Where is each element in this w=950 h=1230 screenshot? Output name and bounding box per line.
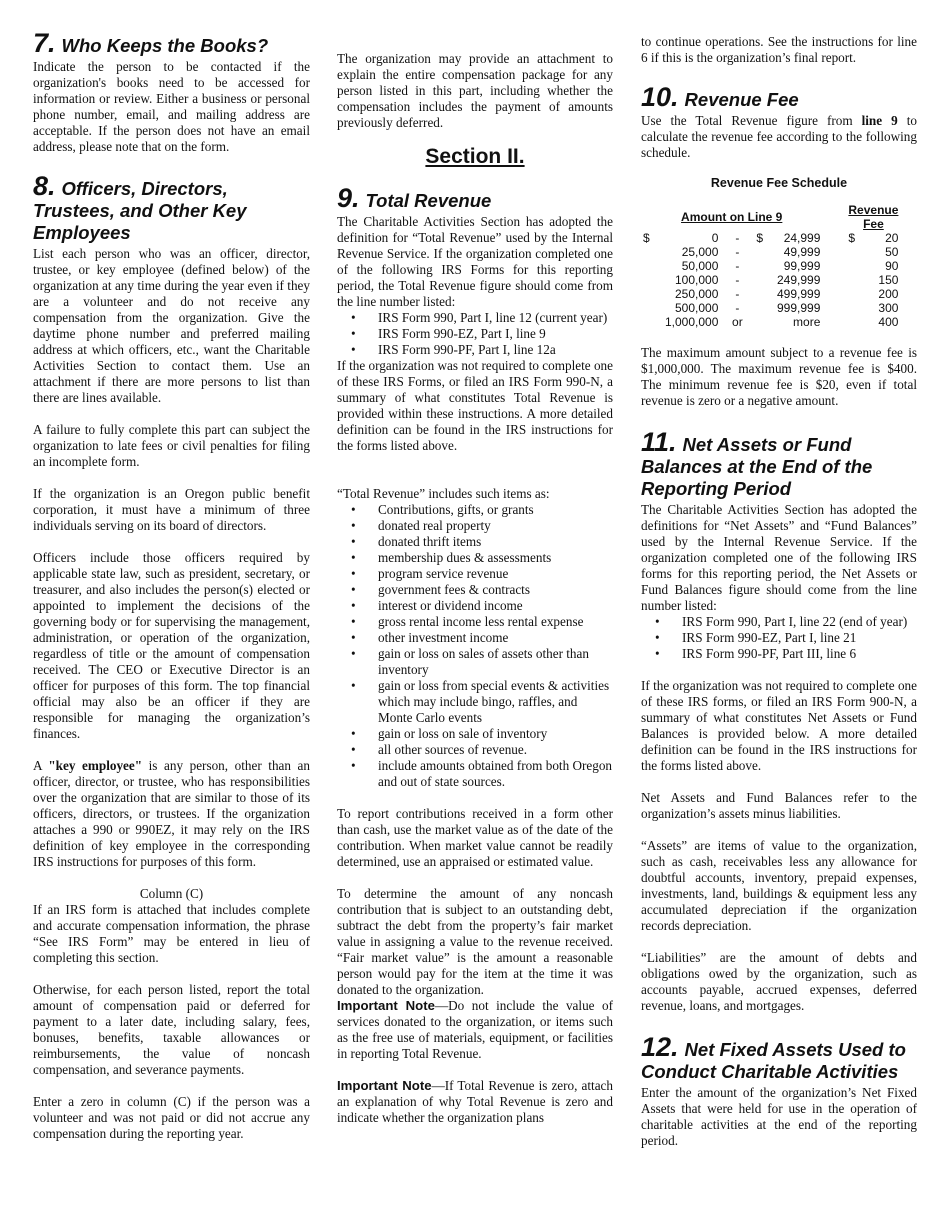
list-item: • IRS Form 990, Part I, line 22 (end of year) [682, 614, 917, 630]
fee-cell-d3 [848, 287, 865, 301]
fee-cell-low: 1,000,000 [665, 315, 719, 329]
fee-row [643, 301, 898, 315]
list-item: • other investment income [378, 630, 613, 646]
fee-cell-high: 99,999 [783, 259, 821, 273]
fee-cell-low: 100,000 [675, 273, 719, 287]
fee-row [643, 259, 898, 273]
section-10-para-2: The maximum amount subject to a revenue fee is $1,000,000. The maximum revenue fee is $400. The minimum revenue fee is $20, even if total revenue is zero or a negative amount. [641, 345, 917, 408]
section-11-heading: 11. Net Assets or Fund Balances at the End of the Reporting Period [641, 427, 873, 499]
list-item: • gross rental income less rental expense [378, 614, 613, 630]
fee-cell-d2 [756, 315, 770, 329]
fee-cell-fee: 300 [878, 301, 899, 315]
fee-cell-d3 [848, 273, 865, 287]
section-8-heading: 8. Officers, Directors, Trustees, and Other Key Employees [33, 171, 247, 243]
section-9-para-4: To determine the amount of any noncash contribution that is subject to an outstanding debt, subtract the debt from the property’s fair market value in assigning a value to the revenue received. “Fair market value” is the amount a reasonable person would pay for the item at the time it was donated to the organization. [337, 886, 613, 997]
fee-cell-d2 [756, 273, 770, 287]
key-employee-para: A "key employee" is any person, other than an officer, director, or trustee, who has responsibilities over the organization that are similar to those of its officers, directors, or trustees. If the organization attaches a 990 or 990EZ, it may rely on the IRS definition of key employee in the corresponding IRS instructions for purposes of this form. [33, 758, 310, 869]
column-c-subheading: Column (C) [139, 886, 204, 901]
fee-cell-d2 [756, 287, 770, 301]
fee-row [643, 245, 898, 259]
fee-cell-spacer [820, 231, 848, 245]
column-middle [337, 51, 613, 1142]
fee-cell-spacer [820, 245, 848, 259]
fee-row [643, 287, 898, 301]
column-right [641, 34, 917, 1165]
fee-cell-fee: 200 [878, 287, 899, 301]
list-item: • gain or loss on sales of assets other than inventory [378, 646, 613, 678]
fee-cell-d1 [643, 259, 665, 273]
fee-cell-high: 249,999 [777, 273, 821, 287]
section-9-para-1: The Charitable Activities Section has adopted the definition for “Total Revenue” used by the Internal Revenue Service. If the organization completed one of the following IRS Forms for this reporting period, the Total Revenue figure should come from the line number listed: [337, 214, 613, 309]
fee-cell-d1 [643, 315, 665, 329]
section-8-para-3: If the organization is an Oregon public benefit corporation, it must have a minimum of three individuals serving on its board of directors. [33, 486, 310, 533]
fee-cell-spacer [820, 287, 848, 301]
fee-cell-high: 24,999 [783, 231, 821, 245]
list-item: • interest or dividend income [378, 598, 613, 614]
fee-cell-fee: 20 [885, 231, 899, 245]
list-item: • program service revenue [378, 566, 613, 582]
fee-cell-low: 0 [711, 231, 719, 245]
fee-cell-fee: 50 [885, 245, 899, 259]
fee-cell-spacer [820, 273, 848, 287]
fee-cell-sep: - [735, 301, 740, 315]
total-revenue-forms-list [337, 310, 613, 358]
fee-cell-fee: 400 [878, 315, 899, 329]
section-ii-title: Section II. [425, 145, 525, 168]
list-item: • IRS Form 990, Part I, line 12 (current year) [378, 310, 613, 326]
fee-cell-d1: $ [643, 231, 650, 245]
section-11-para-5: “Liabilities” are the amount of debts and obligations owed by the organization, such as accounts payable, accrued expenses, deferred revenue, loans, and mortgages. [641, 950, 917, 1013]
fee-cell-high: 999,999 [777, 301, 821, 315]
list-item: • all other sources of revenue. [378, 742, 613, 758]
section-8-para-2: A failure to fully complete this part can subject the organization to late fees or civil penalties for filing an incomplete form. [33, 422, 310, 469]
section-8-para-8: Enter a zero in column (C) if the person was a volunteer and was not paid or did not accrue any compensation during the reporting year. [33, 1094, 310, 1141]
section-8-para-7: Otherwise, for each person listed, report the total amount of compensation paid or deferred for payment to a later date, including salary, fees, bonuses, benefits, taxable allowances or reimbursements, the value of noncash compensation, and severance payments. [33, 982, 310, 1077]
section-8-para-6: If an IRS form is attached that includes complete and accurate compensation information, the phrase “See IRS Form” may be entered in lieu of completing this section. [33, 902, 310, 965]
fee-cell-d2 [756, 245, 770, 259]
list-item: • IRS Form 990-PF, Part III, line 6 [682, 646, 917, 662]
list-item: • donated thrift items [378, 534, 613, 550]
list-item: • gain or loss on sale of inventory [378, 726, 613, 742]
fee-cell-sep: - [735, 273, 740, 287]
revenue-fee-schedule-title: Revenue Fee Schedule [710, 176, 848, 190]
fee-cell-low: 500,000 [675, 301, 719, 315]
fee-cell-sep: - [735, 245, 740, 259]
fee-cell-d2: $ [756, 231, 764, 245]
section-8-para-1: List each person who was an officer, director, trustee, or key employee (defined below) of the organization at any time during the year even if they are a volunteer and do not receive any compensation from the organization. Give the daytime phone number and preferred mailing address at which officers, etc., want the Charitable Activities Section to contact them. Use an attachment if there are more persons to list than there are lines available. [33, 246, 310, 405]
section-9-para-2: If the organization was not required to complete one of these IRS Forms, or filed an IRS Form 990-N, a summary of what constitutes Total Revenue is provided within these instructions. A more detailed definition can be found in the IRS instructions for the forms listed above. [337, 358, 613, 453]
fee-cell-d2 [756, 301, 770, 315]
fee-cell-d3: $ [848, 231, 856, 245]
list-item: • gain or loss from special events & activities which may include bingo, raffles, and Monte Carlo events [378, 678, 613, 726]
continue-operations-para: to continue operations. See the instructions for line 6 if this is the organization’s final report. [641, 34, 917, 65]
fee-cell-d3 [848, 245, 865, 259]
list-item: • donated real property [378, 518, 613, 534]
section-8-para-4: Officers include those officers required by applicable state law, such as president, secretary, or treasurer, and also includes the person(s) elected or appointed to implement the decisions of the governing body or for supervising the management, administration, or operation of the organization, regardless of title or the amount of compensation received. The CEO or Executive Director is an officer for purposes of this form. The top financial official may also be an officer if they are responsible for managing the organization’s finances. [33, 550, 310, 741]
header-fee: Revenue Fee [848, 203, 899, 231]
fee-cell-sep: or [732, 315, 743, 329]
list-item: • IRS Form 990-EZ, Part I, line 9 [378, 326, 613, 342]
fee-cell-sep: - [735, 231, 740, 245]
fee-cell-d2 [756, 259, 770, 273]
fee-cell-sep: - [735, 259, 740, 273]
section-10-para-1: Use the Total Revenue figure from line 9 to calculate the revenue fee according to the following schedule. [641, 113, 917, 160]
section-11-para-4: “Assets” are items of value to the organization, such as cash, receivables less any allowance for doubtful accounts, inventory, prepaid expenses, investments, land, buildings & equipment less any accumulated depreciation if the organization records depreciation. [641, 838, 917, 933]
list-item: • government fees & contracts [378, 582, 613, 598]
fee-cell-fee: 150 [878, 273, 899, 287]
list-item: • include amounts obtained from both Oregon and out of state sources. [378, 758, 613, 790]
fee-cell-low: 50,000 [681, 259, 719, 273]
section-9-heading: 9. Total Revenue [337, 183, 492, 213]
section-12-para-1: Enter the amount of the organization’s Net Fixed Assets that were held for use in the operation of charitable activities at the end of the reporting period. [641, 1085, 917, 1148]
revenue-fee-table [643, 203, 898, 329]
fee-cell-high: more [793, 315, 821, 329]
section-9-para-3: To report contributions received in a form other than cash, use the market value as of the date of the contribution. When market value cannot be readily determined, use an appraised or estimated value. [337, 806, 613, 869]
fee-cell-d3 [848, 259, 865, 273]
fee-cell-d3 [848, 301, 865, 315]
fee-cell-high: 499,999 [777, 287, 821, 301]
fee-cell-d1 [643, 245, 665, 259]
important-note-2: Important Note—If Total Revenue is zero, attach an explanation of why Total Revenue is zero and indicate whether the organization plans [337, 1078, 613, 1125]
important-note-1: Important Note—Do not include the value of services donated to the organization, or items such as the free use of materials, equipment, or facilities in reporting Total Revenue. [337, 998, 613, 1061]
fee-cell-high: 49,999 [783, 245, 821, 259]
section-10-heading: 10. Revenue Fee [641, 82, 799, 112]
section-11-para-3: Net Assets and Fund Balances refer to the organization’s assets minus liabilities. [641, 790, 917, 821]
section-11-para-2: If the organization was not required to complete one of these IRS forms, or filed an IRS Form 900-N, a summary of what constitutes Net Assets or Fund Balances is provided below. A more detailed definition can be found in the IRS instructions for the forms listed above. [641, 678, 917, 773]
list-item: • IRS Form 990-PF, Part I, line 12a [378, 342, 613, 358]
fee-cell-d1 [643, 287, 665, 301]
section-11-para-1: The Charitable Activities Section has adopted the definitions for “Net Assets” and “Fund Balances” used by the Internal Revenue Service. If the organization completed one of the following IRS forms for this reporting period, the Net Assets or Fund Balances figure should come from the line number listed: [641, 502, 917, 613]
fee-row [643, 231, 898, 245]
fee-cell-d1 [643, 301, 665, 315]
fee-cell-fee: 90 [885, 259, 899, 273]
section-7-text: Indicate the person to be contacted if the organization's books need to be accessed for information or review. Either a business or personal phone number, email, and mailing address are acceptable. If the person does not have an email address, please note that on the form. [33, 59, 310, 154]
column-left [33, 28, 310, 1158]
revenue-includes-list [337, 502, 613, 790]
list-item: • IRS Form 990-EZ, Part I, line 21 [682, 630, 917, 646]
list-item: • Contributions, gifts, or grants [378, 502, 613, 518]
header-amount: Amount on Line 9 [681, 210, 783, 224]
fee-cell-d3 [848, 315, 865, 329]
fee-row [643, 273, 898, 287]
net-assets-forms-list [641, 614, 917, 662]
attachment-para: The organization may provide an attachment to explain the entire compensation package for any person listed in this part, including whether the compensation includes the payment of amounts previously deferred. [337, 51, 613, 130]
section-7-heading: 7. Who Keeps the Books? [33, 28, 269, 58]
fee-cell-sep: - [735, 287, 740, 301]
fee-cell-d1 [643, 273, 665, 287]
list-item: • membership dues & assessments [378, 550, 613, 566]
section-12-heading: 12. Net Fixed Assets Used to Conduct Charitable Activities [641, 1032, 906, 1082]
fee-cell-low: 250,000 [675, 287, 719, 301]
fee-cell-spacer [820, 315, 848, 329]
revenue-includes-intro: “Total Revenue” includes such items as: [337, 486, 550, 501]
fee-cell-low: 25,000 [681, 245, 719, 259]
fee-cell-spacer [820, 259, 848, 273]
fee-row [643, 315, 898, 329]
fee-cell-spacer [820, 301, 848, 315]
